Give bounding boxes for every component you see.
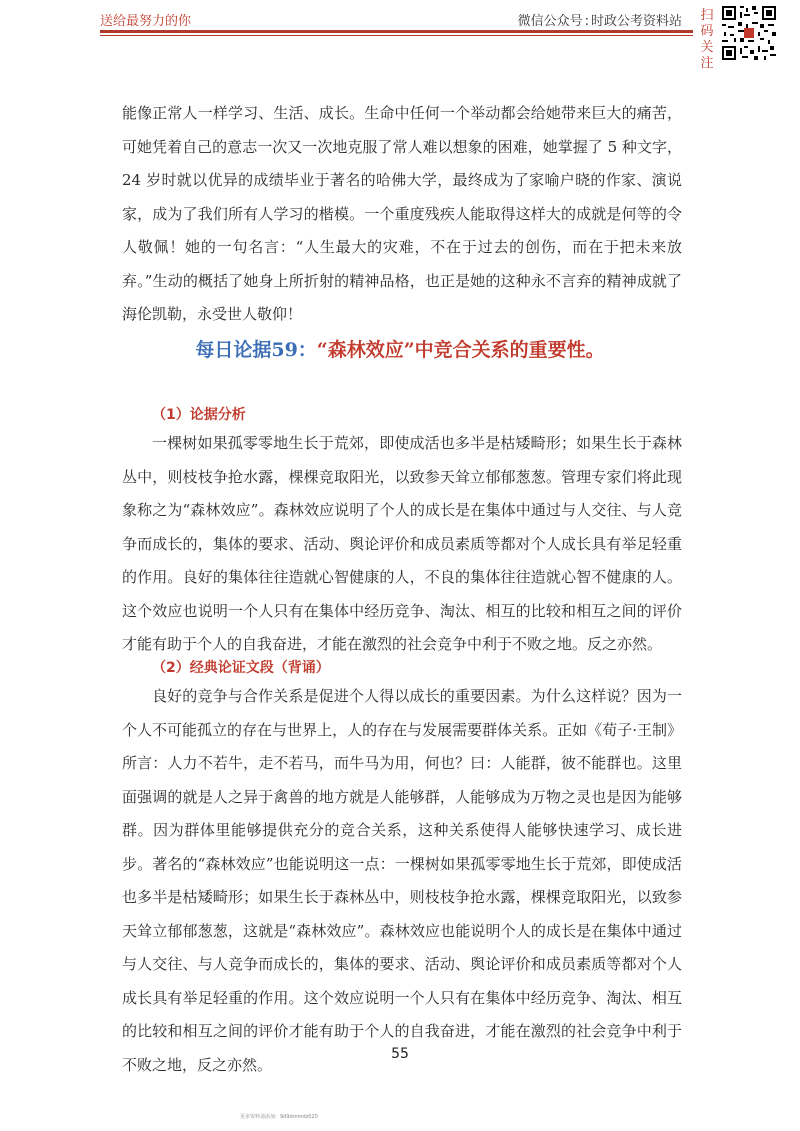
header-rule-thin	[100, 35, 693, 36]
section-title-prefix: 每日论据59：	[195, 339, 317, 361]
intro-paragraph: 能像正常人一样学习、生活、成长。生命中任何一个举动都会给她带来巨大的痛苦，可她凭着自己的意志一次又一次地克服了常人难以想象的困难，她掌握了 5 种文字，24 岁时就以优异的成绩毕业于著名的哈佛大学，最终成为了家喻户晓的作家、演说家，成为了我们所有人学习的楷模。一个重度残疾人能取得这样大的成就是何等的令人敬佩！她的一句名言：“人生最大的灾难，不在于过去的创伤，而在于把未来放弃。”生动的概括了她身上所折射的精神品格，也正是她的这种永不言弃的精神成就了海伦凯勒，永受世人敬仰！	[122, 104, 682, 323]
footer-tiny-text: 更多资料请添加：9d9dmmdz020	[240, 1114, 318, 1120]
classic-argument-paragraph: 良好的竞争与合作关系是促进个人得以成长的重要因素。为什么这样说？因为一个人不可能孤立的存在与世界上，人的存在与发展需要群体关系。正如《荀子·王制》所言：人力不若牛，走不若马，而牛马为用，何也？曰：人能群，彼不能群也。这里面强调的就是人之异于禽兽的地方就是人能够群，人能够成为万物之灵也是因为能够群。因为群体里能够提供充分的竞合关系，这种关系使得人能够快速学习、成长进步。著名的“森林效应”也能说明这一点：一棵树如果孤零零地生长于荒郊，即使成活也多半是枯矮畸形；如果生长于森林丛中，则枝枝争抢水露，棵棵竞取阳光，以致参天耸立郁郁葱葱，这就是“森林效应”。森林效应也能说明个人的成长是在集体中通过与人交往、与人竞争而成长的，集体的要求、活动、舆论评价和成员素质等都对个人成长具有举足轻重的作用。这个效应说明一个人只有在集体中经历竞争、淘汰、相互的比较和相互之间的评价才能有助于个人的自我奋进，才能在激烈的社会竞争中利于不败之地，反之亦然。	[122, 687, 682, 1074]
section-title	[0, 335, 800, 362]
header-right-text	[518, 10, 682, 29]
analysis-paragraph: 一棵树如果孤零零地生长于荒郊，即使成活也多半是枯矮畸形；如果生长于森林丛中，则枝枝争抢水露，棵棵竞取阳光，以致参天耸立郁郁葱葱。管理专家们将此现象称之为“森林效应”。森林效应说明了个人的成长是在集体中通过与人交往、与人竞争而成长的，集体的要求、活动、舆论评价和成员素质等都对个人成长具有举足轻重的作用。良好的集体往往造就心智健康的人，不良的集体往往造就心智不健康的人。这个效应也说明一个人只有在集体中经历竞争、淘汰、相互的比较和相互之间的评价才能有助于个人的自我奋进，才能在激烈的社会竞争中利于不败之地。反之亦然。	[122, 434, 682, 653]
header-right-prefix: 微信公众号	[517, 14, 583, 29]
header-rule-thick	[100, 30, 693, 33]
qr-code-icon[interactable]	[720, 4, 778, 62]
section-title-main: “森林效应”中竞合关系的重要性。	[316, 339, 605, 361]
subheading-analysis: （1）论据分析	[152, 407, 246, 423]
header-right-separator: :	[584, 14, 589, 29]
scan-follow-label: 扫码关注	[700, 8, 714, 71]
header-right-name: 时政公考资料站	[590, 14, 682, 29]
subheading-classic-argument: （2）经典论证文段（背诵）	[152, 660, 330, 676]
header-left-text: 送给最努力的你	[100, 14, 192, 29]
page-number: 55	[391, 1046, 409, 1062]
